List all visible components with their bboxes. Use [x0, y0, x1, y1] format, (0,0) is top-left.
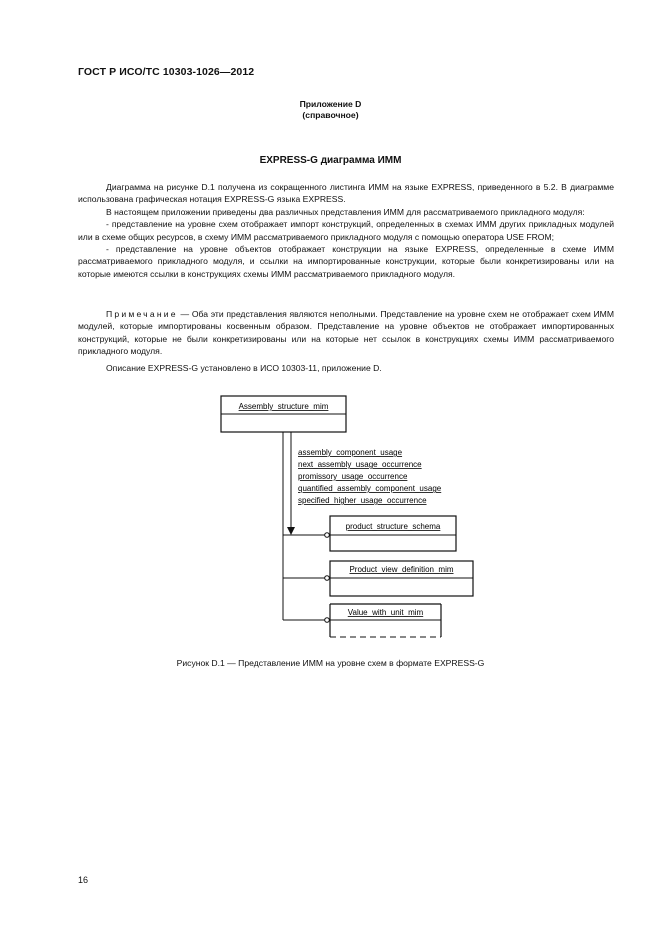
paragraph-2: В настоящем приложении приведены два различных представления ИММ для рассматриваемого прикладного модуля: — [106, 206, 585, 217]
schema-label: Value_with_unit_mim — [347, 608, 424, 617]
schema-box-1 — [330, 516, 456, 551]
schema-box-2 — [330, 561, 473, 596]
figure-caption: Рисунок D.1 — Представление ИММ на уровне схем в формате EXPRESS-G — [176, 658, 485, 668]
interfaced-item: quantified_assembly_component_usage — [298, 484, 442, 493]
connector-circle-1 — [325, 533, 330, 538]
note-text: — Оба эти представления являются неполными. Представление на уровне схем не отображает схем ИММ модулей, которые импортированы косвенным образом. Представление на уровне объектов не отображает импортированных конструкций, которые не были конкретизированы или на которые нет ссылок в конструкциях схемы ИММ рассматриваемого прикладного модуля. — [78, 309, 614, 357]
main-schema-box — [221, 396, 346, 432]
arrow-head — [287, 527, 295, 535]
paragraph-3: - представление на уровне схем отображает импорт конструкций, определенных в схемах ИММ других прикладных модулей или в схеме общих ресурсов, в схему ИММ рассматриваемого прикладного модуля с помощью оператора USE FROM; — [78, 219, 614, 242]
section-title: EXPRESS-G диаграмма ИММ — [259, 155, 402, 166]
interfaced-item: specified_higher_usage_occurrence — [298, 496, 427, 505]
interfaced-item: assembly_component_usage — [298, 448, 403, 457]
note-label: Примечание — [106, 309, 178, 319]
interfaced-item: promissory_usage_occurrence — [298, 472, 408, 481]
annex-subtitle: (справочное) — [302, 110, 359, 120]
paragraph-1: Диаграмма на рисунке D.1 получена из сокращенного листинга ИММ на языке EXPRESS, приведенного в 5.2. В диаграмме использована графическая нотация EXPRESS-G языка EXPRESS. — [78, 182, 614, 205]
connector-circle-2 — [325, 576, 330, 581]
interfaced-items — [298, 448, 442, 505]
paragraph-5: Описание EXPRESS-G установлено в ИСО 10303-11, приложение D. — [106, 363, 382, 373]
connector-circle-3 — [325, 618, 330, 623]
main-schema-label: Assembly_structure_mim — [238, 402, 329, 411]
document-header: ГОСТ Р ИСО/ТС 10303-1026—2012 — [78, 66, 255, 78]
schema-box-3 — [330, 604, 441, 637]
schema-label: product_structure_schema — [345, 522, 441, 531]
page-number: 16 — [78, 875, 89, 885]
annex-title: Приложение D — [299, 99, 362, 109]
paragraph-4: - представление на уровне объектов отображает конструкции на языке EXPRESS, определенные в схеме ИММ рассматриваемого прикладного модуля, и ссылки на импортированные конструкции, которые были конкретизированы или на которые имеются ссылки в конструкциях схемы ИММ рассматриваемого прикладного модуля. — [78, 244, 614, 279]
schema-label: Product_view_definition_mim — [349, 565, 454, 574]
interfaced-item: next_assembly_usage_occurrence — [298, 460, 422, 469]
